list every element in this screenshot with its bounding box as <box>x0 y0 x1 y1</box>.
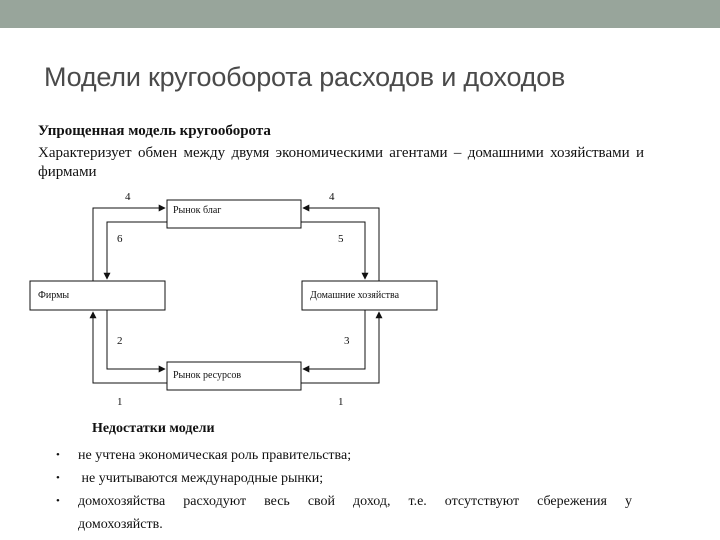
list-item <box>56 490 632 536</box>
flow-arrow-bottom-left-inner <box>107 310 165 369</box>
flow-arrow-top-left-inner <box>107 222 167 279</box>
firms-label: Фирмы <box>38 290 70 301</box>
flow-number-lower-left: 2 <box>117 335 123 347</box>
flow-arrow-top-left-outer <box>93 208 165 281</box>
drawback-text-continued: домохозяйств. <box>78 517 163 532</box>
slide-title: Модели кругооборота расходов и доходов <box>44 62 566 92</box>
drawback-text: не учитываются международные рынки; <box>78 471 324 486</box>
bullet-icon: • <box>56 472 60 484</box>
flow-arrow-bottom-right-outer <box>301 312 379 383</box>
flow-number-upper-right: 5 <box>338 233 344 245</box>
list-item <box>56 467 632 490</box>
flow-number-bottom-right: 1 <box>338 396 344 408</box>
flow-arrow-bottom-right-inner <box>303 310 365 369</box>
flow-number-lower-right: 3 <box>344 335 350 347</box>
bullet-icon: • <box>56 495 60 507</box>
drawback-text: не учтена экономическая роль правительства; <box>78 448 352 463</box>
drawback-text: домохозяйства расходуют весь свой доход, т.е. отсутствуют сбережения у <box>78 494 632 509</box>
households-label: Домашние хозяйства <box>310 290 400 301</box>
flow-number-upper-left: 6 <box>117 233 123 245</box>
flow-arrow-top-right-inner <box>301 222 365 279</box>
section-description: Характеризует обмен между двумя экономическими агентами – домашними хозяйствами и фирмами <box>38 145 644 180</box>
drawbacks-list <box>56 444 632 536</box>
goods-market-label: Рынок благ <box>173 205 222 216</box>
section-subheading: Упрощенная модель кругооборота <box>38 123 271 139</box>
list-item <box>56 444 632 467</box>
flow-number-top-right: 4 <box>329 191 335 203</box>
resource-market-label: Рынок ресурсов <box>173 370 242 381</box>
drawbacks-title: Недостатки модели <box>92 421 215 436</box>
flow-arrow-bottom-left-outer <box>93 312 167 383</box>
flow-number-top-left: 4 <box>125 191 131 203</box>
flow-number-bottom-left: 1 <box>117 396 123 408</box>
bullet-icon: • <box>56 449 60 461</box>
